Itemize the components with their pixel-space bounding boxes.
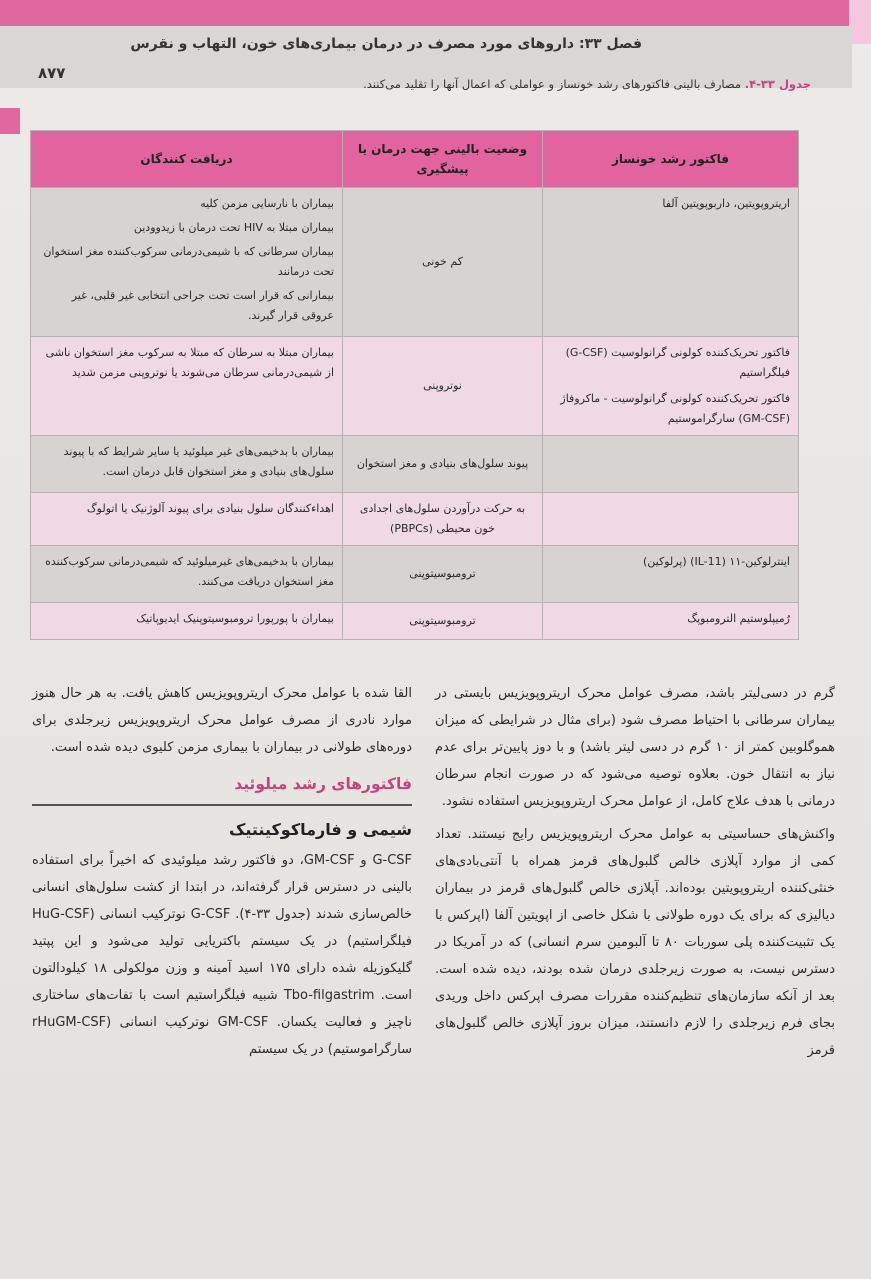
top-bar-edge xyxy=(849,0,871,44)
condition-cell: ترومبوسیتوپنی xyxy=(343,603,543,640)
header-recipients: دریافت کنندگان xyxy=(31,131,343,188)
recipient-item: بیمارانی که قرار است تحت جراحی انتخابی غیر قلبی، غیر عروقی قرار گیرند. xyxy=(71,289,334,322)
condition-cell: نوتروپنی xyxy=(343,337,543,436)
subsection-heading: شیمی و فارماکوکینتیک xyxy=(228,820,412,839)
factor-name: اریتروپویتین، داربوپویتین آلفا xyxy=(662,197,790,210)
table-row xyxy=(31,603,799,640)
factor-cell xyxy=(543,603,799,640)
factor-name: فاکتور تحریک‌کننده کولونی گرانولوسیت - ماکروفاژ (GM-CSF) سارگراموستیم xyxy=(560,392,790,425)
factor-cell xyxy=(543,436,799,493)
paragraph: G-CSF و GM-CSF، دو فاکتور رشد میلوئیدی که اخیراً برای استفاده بالینی در دسترس قرار گرفته‌اند، در ابتدا از کشت سلول‌های انسانی خالص‌سازی شدند (جدول ۳۳-۴). G-CSF نوترکیب انسانی (HuG-CSF فیلگراستیم) در یک سیستم باکتریایی تولید می‌شود و این پپتید گلیکوزیله شده دارای ۱۷۵ اسید آمینه و وزن مولکولی ۱۸ کیلودالتون است. Tbo-filgastrim شبیه فیلگراستیم است با تفات‌های ساختاری ناچیز و فعالیت یکسان. GM-CSF نوترکیب انسانی (rHuGM-CSF سارگراموستیم) در یک سیستم xyxy=(32,853,413,1057)
table-label: جدول ۳۳-۴. xyxy=(744,77,811,91)
condition-cell: کم خونی xyxy=(343,188,543,337)
recipient-item: بیماران با نارسایی مزمن کلیه xyxy=(200,197,334,210)
factor-cell xyxy=(543,337,799,436)
condition-cell: به حرکت درآوردن سلول‌های اجدادی خون محیطی (PBPCs) xyxy=(343,493,543,546)
right-text-column xyxy=(435,680,835,1070)
table-row xyxy=(31,436,799,493)
table-row xyxy=(31,546,799,603)
chapter-title: فصل ۳۳: داروهای مورد مصرف در درمان بیماری‌های خون، التهاب و نقرس xyxy=(130,36,642,52)
factor-name: اینترلوکین-۱۱ (IL-11) (پرلوکین) xyxy=(642,555,790,568)
table-row xyxy=(31,337,799,436)
recipients-cell xyxy=(31,188,343,337)
factor-cell xyxy=(543,546,799,603)
paragraph: گرم در دسی‌لیتر باشد، مصرف عوامل محرک اریتروپویزیس بایستی در بیماران سرطانی با احتیاط مصرف شود (برای مثال در شرایطی که میزان هموگلوبین کمتر از ۱۰ گرم در دسی لیتر باشد) و با دوز پایین‌تر برای عدم نیاز به انتقال خون. بعلاوه توصیه می‌شود که در صورت انجام سرطان درمانی با هدف علاج کامل، از عوامل محرک اریتروپویزیس استفاده نشود. xyxy=(435,686,835,809)
factor-name: رُمیپلوستیم الترومبوپگ xyxy=(687,612,790,625)
recipients-cell xyxy=(31,436,343,493)
recipients-cell xyxy=(31,337,343,436)
condition-cell: پیوند سلول‌های بنیادی و مغز استخوان xyxy=(343,436,543,493)
table-row xyxy=(31,493,799,546)
header-condition: وضعیت بالینی جهت درمان یا پیشگیری xyxy=(343,131,543,188)
factor-cell xyxy=(543,188,799,337)
recipient-item: بیماران مبتلا به HIV تحت درمان با زیدوودین xyxy=(133,221,334,234)
recipient-item: بیماران با بدخیمی‌های غیر میلوئید یا سایر شرایط که با پیوند سلول‌های بنیادی و مغز استخوان قابل درمان است. xyxy=(63,445,334,478)
side-tab xyxy=(0,108,20,134)
page-number: ۸۷۷ xyxy=(38,64,66,82)
heading-divider xyxy=(32,804,412,806)
condition-cell: ترومبوسیتوپنی xyxy=(343,546,543,603)
recipients-cell xyxy=(31,603,343,640)
left-text-column xyxy=(32,680,412,1069)
recipient-item: بیماران سرطانی که با شیمی‌درمانی سرکوب‌کننده مغز استخوان تحت درمانند xyxy=(43,245,334,278)
recipient-item: بیماران با بدخیمی‌های غیرمیلوئید که شیمی‌درمانی سرکوب‌کننده مغز استخوان دریافت می‌کنند. xyxy=(45,555,334,588)
header-factor: فاکتور رشد خونساز xyxy=(543,131,799,188)
recipient-item: بیماران مبتلا به سرطان که مبتلا به سرکوب مغز استخوان ناشی از شیمی‌درمانی سرطان می‌شوند یا نوتروپنی مزمن شدید xyxy=(45,346,334,379)
table-caption xyxy=(81,76,811,93)
factor-cell xyxy=(543,493,799,546)
recipients-cell xyxy=(31,493,343,546)
recipient-item: بیماران با پورپورا ترومبوسیتوپنیک ایدیوپاتیک xyxy=(136,612,334,625)
growth-factor-table xyxy=(30,130,799,640)
section-heading: فاکتورهای رشد میلوئید xyxy=(234,775,412,793)
recipients-cell xyxy=(31,546,343,603)
paragraph: القا شده با عوامل محرک اریتروپویزیس کاهش یافت. به هر حال هنوز موارد نادری از مصرف عوامل محرک اریتروپویزیس زیرجلدی برای دوره‌های طولانی در بیماران با بیماری مزمن کلیوی دیده شده است. xyxy=(32,686,412,755)
factor-name: فاکتور تحریک‌کننده کولونی گرانولوسیت (G-CSF) فیلگراستیم xyxy=(565,346,790,379)
recipient-item: اهداءکنندگان سلول بنیادی برای پیوند آلوژنیک یا اتولوگ xyxy=(86,502,334,515)
paragraph: واکنش‌های حساسیتی به عوامل محرک اریتروپویزیس رایج نیستند. تعداد کمی از موارد آپلازی خالص گلبول‌های قرمز همراه با آنتی‌بادی‌های خنثی‌کننده اریتروپویتین بوده‌اند. آپلازی خالص گلبول‌های قرمز در بیماران دیالیزی که برای یک دوره طولانی با شکل خاصی از اپویتین آلفا (اپرکس با یک تثبیت‌کننده پلی سوربات ۸۰ تا آلبومین سرم انسانی) که در آمریکا در دسترس نیست، به صورت زیرجلدی درمان شده بودند، دیده شده است. بعد از آنکه سازمان‌های تنظیم‌کننده مقررات مصرف اپرکس داخل وریدی بجای فرم زیرجلدی را لازم دانستند، میزان بروز آپلازی خالص گلبول‌های قرمز xyxy=(435,827,835,1058)
table-row xyxy=(31,188,799,337)
table-caption-text: مصارف بالینی فاکتورهای رشد خونساز و عواملی که اعمال آنها را تقلید می‌کنند. xyxy=(363,77,742,91)
